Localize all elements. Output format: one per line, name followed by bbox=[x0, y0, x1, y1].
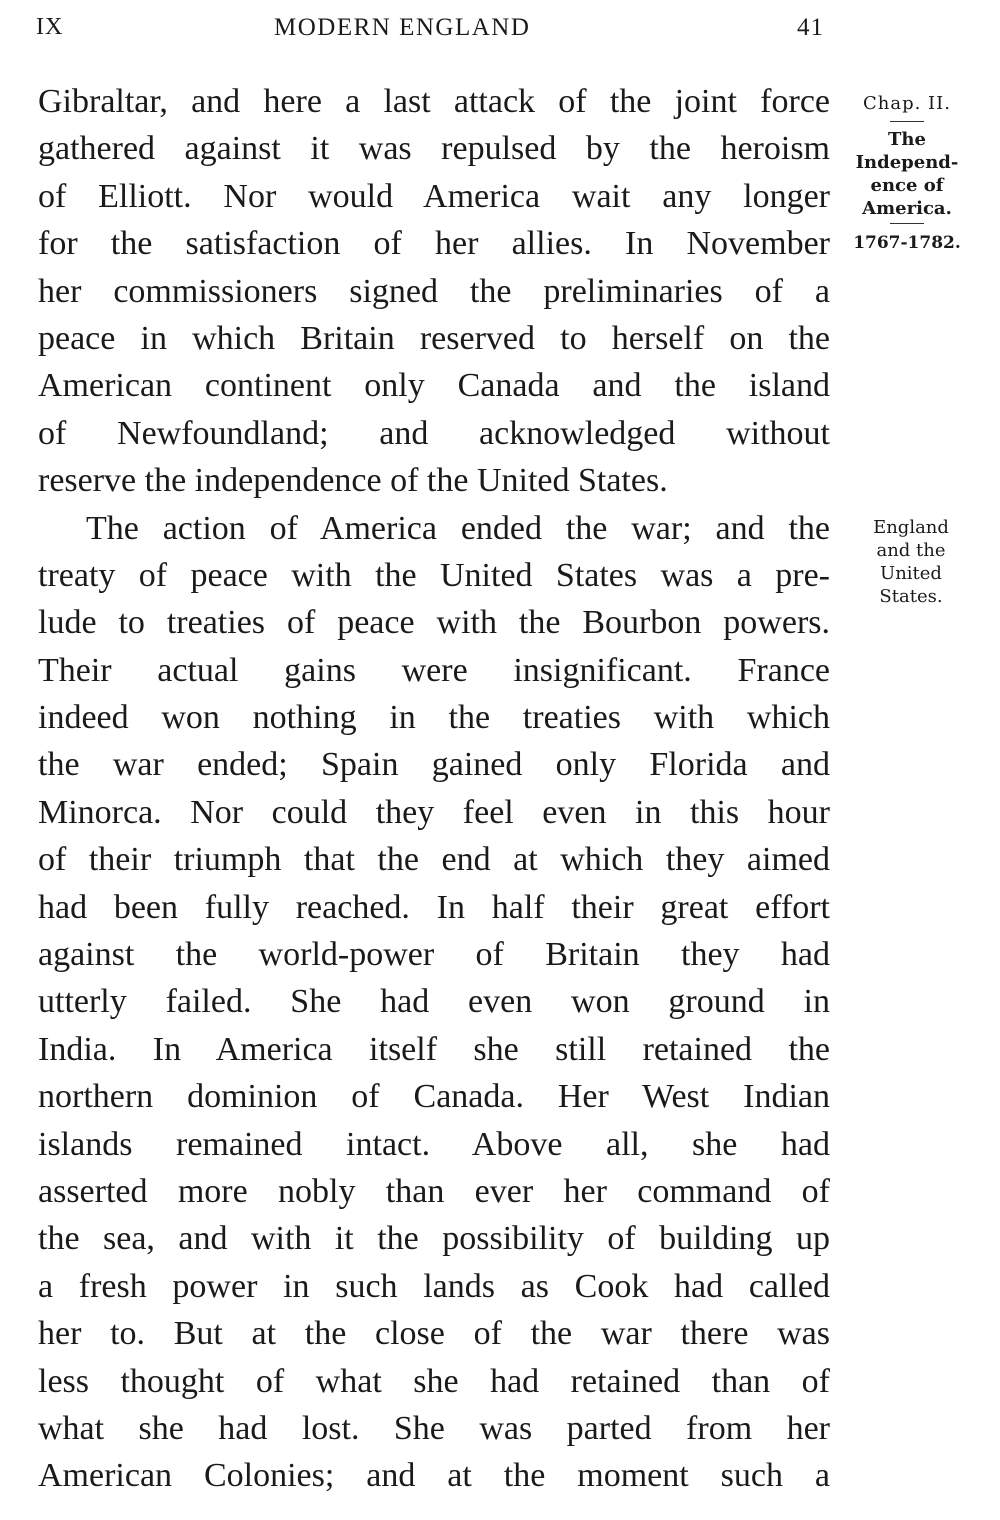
note-line: States. bbox=[879, 586, 943, 607]
topic-line: ence of bbox=[870, 175, 944, 196]
text-line: less thought of what she had retained than of bbox=[38, 1362, 830, 1400]
text-line: gathered against it was repulsed by the heroism bbox=[38, 130, 830, 168]
text-line: reserve the independence of the United States. bbox=[38, 462, 668, 500]
text-line: peace in which Britain reserved to herself on the bbox=[38, 319, 830, 357]
topic-line: Independ- bbox=[855, 152, 959, 173]
running-header bbox=[36, 12, 830, 48]
topic-line: America. bbox=[862, 198, 952, 219]
divider bbox=[890, 121, 924, 122]
text-line: indeed won nothing in the treaties with which bbox=[38, 699, 830, 737]
text-line: her to. But at the close of the war there was bbox=[38, 1315, 830, 1353]
margin-note-england-us bbox=[850, 516, 972, 608]
chapter-label: Chap. II. bbox=[862, 93, 951, 114]
text-line: Their actual gains were insignificant. France bbox=[38, 651, 830, 689]
text-line: for the satisfaction of her allies. In November bbox=[38, 225, 830, 263]
chapter-number: IX bbox=[36, 14, 64, 40]
text-line: treaty of peace with the United States was a pre- bbox=[38, 556, 830, 594]
date-range: 1767-1782. bbox=[853, 233, 961, 253]
note-line: and the bbox=[876, 540, 946, 561]
text-line: the war ended; Spain gained only Florida and bbox=[38, 746, 830, 784]
note-line: United bbox=[880, 563, 942, 584]
text-line: American continent only Canada and the island bbox=[38, 367, 830, 405]
text-line: Minorca. Nor could they feel even in this hour bbox=[38, 793, 830, 831]
text-line: northern dominion of Canada. Her West Indian bbox=[38, 1078, 830, 1116]
text-line: American Colonies; and at the moment such a bbox=[38, 1457, 830, 1495]
text-line: utterly failed. She had even won ground in bbox=[38, 983, 830, 1021]
margin-note-chapter bbox=[846, 90, 968, 256]
text-line: against the world-power of Britain they had bbox=[38, 936, 830, 974]
text-line: what she had lost. She was parted from her bbox=[38, 1409, 830, 1447]
text-line: of their triumph that the end at which they aimed bbox=[38, 841, 830, 879]
book-title: MODERN ENGLAND bbox=[274, 14, 531, 41]
topic-line: The bbox=[888, 129, 926, 150]
text-line: had been fully reached. In half their great effort bbox=[38, 888, 830, 926]
text-line: the sea, and with it the possibility of building up bbox=[38, 1220, 830, 1258]
note-line: England bbox=[873, 517, 949, 538]
text-line: asserted more nobly than ever her command of bbox=[38, 1172, 830, 1210]
body-text bbox=[38, 78, 830, 1500]
paragraph-first-line: The action of America ended the war; and the bbox=[86, 509, 830, 547]
page-number: 41 bbox=[797, 14, 824, 41]
text-line: lude to treaties of peace with the Bourbon powers. bbox=[38, 604, 830, 642]
text-line: her commissioners signed the preliminaries of a bbox=[38, 272, 830, 310]
text-line: islands remained intact. Above all, she had bbox=[38, 1125, 830, 1163]
text-line: India. In America itself she still retained the bbox=[38, 1030, 830, 1068]
divider bbox=[890, 223, 924, 224]
text-line: of Newfoundland; and acknowledged without bbox=[38, 414, 830, 452]
text-line: Gibraltar, and here a last attack of the joint force bbox=[38, 83, 830, 120]
text-line: of Elliott. Nor would America wait any longer bbox=[38, 177, 830, 215]
text-line: a fresh power in such lands as Cook had called bbox=[38, 1267, 830, 1305]
